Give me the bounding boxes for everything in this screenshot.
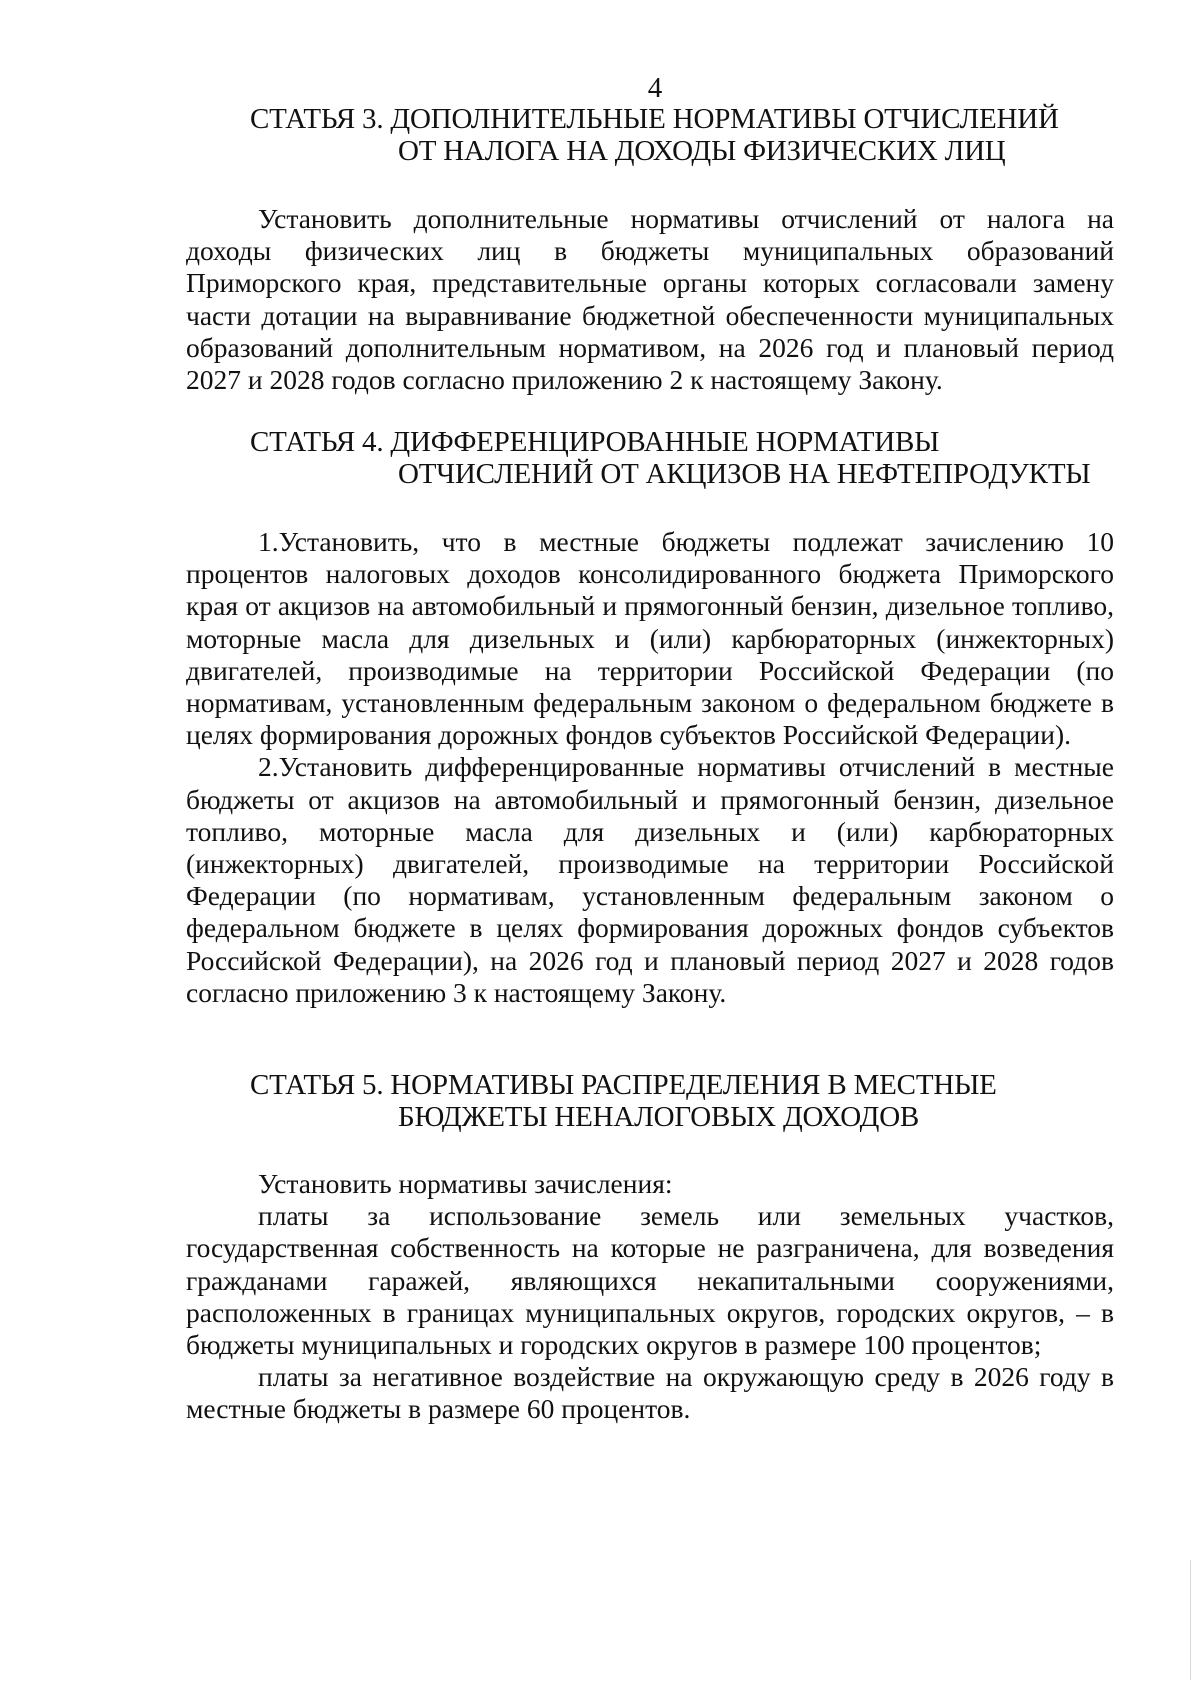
article-3-heading-line-1: СТАТЬЯ 3. ДОПОЛНИТЕЛЬНЫЕ НОРМАТИВЫ ОТЧИСЛЕНИЙ [250,103,1059,135]
article-3-paragraph: Установить дополнительные нормативы отчислений от налога на доходы физических лиц в бюджеты муниципальных образований Приморского края, представительные органы которых согласовали замену части дотации на выравнивание бюджетной обеспеченности муниципальных образований дополнительным нормативом, на 2026 год и плановый период 2027 и 2028 годов согласно приложению 2 к настоящему Закону. [186,203,1114,396]
article-3-heading [250,103,1059,167]
article-3-body [186,203,1114,396]
article-4-paragraph-2: 2.Установить дифференцированные нормативы отчислений в местные бюджеты от акцизов на автомобильный и прямогонный бензин, дизельное топливо, моторные масла для дизельных и (или) карбюраторных (инжекторных) двигателей, производимые на территории Российской Федерации (по нормативам, установленным федеральным законом о федеральном бюджете в целях формирования дорожных фондов субъектов Российской Федерации), на 2026 год и плановый период 2027 и 2028 годов согласно приложению 3 к настоящему Закону. [186,751,1114,1008]
article-3-heading-line-2: ОТ НАЛОГА НА ДОХОДЫ ФИЗИЧЕСКИХ ЛИЦ [398,135,1006,167]
article-4-paragraph-1: 1.Установить, что в местные бюджеты подлежат зачислению 10 процентов налоговых доходов консолидированного бюджета Приморского края от акцизов на автомобильный и прямогонный бензин, дизельное топливо, моторные масла для дизельных и (или) карбюраторных (инжекторных) двигателей, производимые на территории Российской Федерации (по нормативам, установленным федеральным законом о федеральном бюджете в целях формирования дорожных фондов субъектов Российской Федерации). [186,526,1114,751]
article-4-heading-line-1: СТАТЬЯ 4. ДИФФЕРЕНЦИРОВАННЫЕ НОРМАТИВЫ [250,426,940,458]
article-5-item-2: платы за негативное воздействие на окружающую среду в 2026 году в местные бюджеты в размере 60 процентов. [186,1361,1114,1425]
article-5-heading-line-1: СТАТЬЯ 5. НОРМАТИВЫ РАСПРЕДЕЛЕНИЯ В МЕСТНЫЕ [250,1069,997,1101]
page-number: 4 [647,72,663,104]
scan-edge-mark [1190,1560,1191,1680]
article-4-heading-line-2: ОТЧИСЛЕНИЙ ОТ АКЦИЗОВ НА НЕФТЕПРОДУКТЫ [398,458,1091,490]
article-4-body [186,526,1114,1009]
article-5-item-1: платы за использование земель или земельных участков, государственная собственность на которые не разграничена, для возведения гражданами гаражей, являющихся некапитальными сооружениями, расположенных в границах муниципальных округов, городских округов, – в бюджеты муниципальных и городских округов в размере 100 процентов; [186,1200,1114,1361]
article-5-heading [250,1069,997,1133]
article-5-heading-line-2: БЮДЖЕТЫ НЕНАЛОГОВЫХ ДОХОДОВ [398,1101,920,1133]
article-5-intro: Установить нормативы зачисления: [258,1168,673,1199]
article-4-heading [250,426,1090,490]
article-5-body [186,1168,1114,1426]
